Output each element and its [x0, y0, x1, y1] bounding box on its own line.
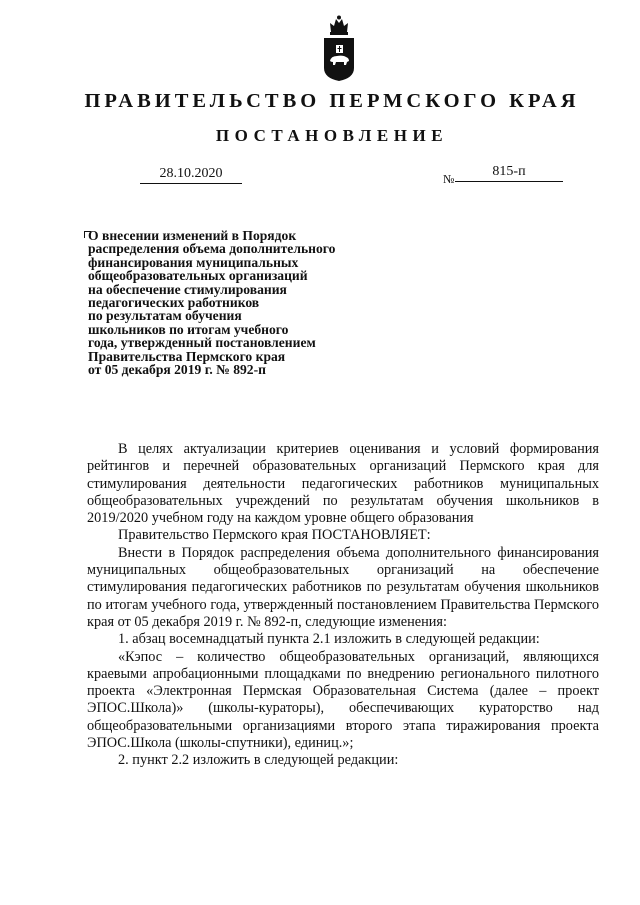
document-subject	[88, 229, 378, 376]
subject-line: общеобразовательных организаций	[88, 268, 308, 284]
resolution-paragraph: Правительство Пермского края ПОСТАНОВЛЯЕТ:	[118, 527, 431, 544]
subject-line: по результатам обучения	[88, 308, 242, 324]
subject-line: года, утвержденный постановлением	[88, 335, 316, 351]
document-type: ПОСТАНОВЛЕНИЕ	[215, 126, 449, 145]
document-date: 28.10.2020	[140, 166, 242, 184]
government-title: ПРАВИТЕЛЬСТВО ПЕРМСКОГО КРАЯ	[84, 90, 580, 112]
item-1-paragraph: 1. абзац восемнадцатый пункта 2.1 изложить в следующей редакции:	[118, 631, 540, 648]
subject-line: финансирования муниципальных	[88, 254, 299, 270]
subject-line: Правительства Пермского края	[88, 348, 286, 364]
document-number: 815-п	[455, 164, 563, 182]
amendment-paragraph: Внести в Порядок распределения объема дополнительного финансирования муниципальных общеобразовательных организаций на обеспечение стимулирования педагогических работников по результатам обучения школьников по итогам учебного года, утвержденный постановлением Правительства Пермского края от 05 декабря 2019 г. № 892-п, следующие изменения:	[87, 544, 599, 630]
subject-line: О внесении изменений в Порядок	[88, 228, 297, 243]
subject-line: от 05 декабря 2019 г. № 892-п	[88, 362, 266, 378]
item-2-paragraph: 2. пункт 2.2 изложить в следующей редакции:	[118, 752, 399, 769]
subject-line: педагогических работников	[88, 295, 260, 311]
document-body	[87, 441, 599, 770]
subject-line: распределения объема дополнительного	[88, 241, 336, 257]
preamble-paragraph: В целях актуализации критериев оценивания и условий формирования рейтингов и перечней образовательных организаций Пермского края для стимулирования деятельности педагогических работников муниципальных общеобразовательных учреждений по результатам обучения школьников в 2019/2020 учебном году на каждом уровне общего образования	[87, 441, 599, 527]
quoted-definition-paragraph: «Кэпос – количество общеобразовательных организаций, являющихся краевыми апробационными площадками по внедрению регионального пилотного проекта «Электронная Пермская Образовательная Система (далее – проект ЭПОС.Школа)» (школы-кураторы), обеспечивающих кураторство над общеобразовательными организациями второго этапа тиражирования проекта ЭПОС.Школа (школы-спутники), единиц.»;	[87, 648, 599, 752]
number-sign: №	[443, 172, 455, 186]
subject-line: школьников по итогам учебного	[88, 321, 289, 337]
subject-line: на обеспечение стимулирования	[88, 281, 287, 297]
coat-of-arms-icon	[321, 14, 357, 82]
